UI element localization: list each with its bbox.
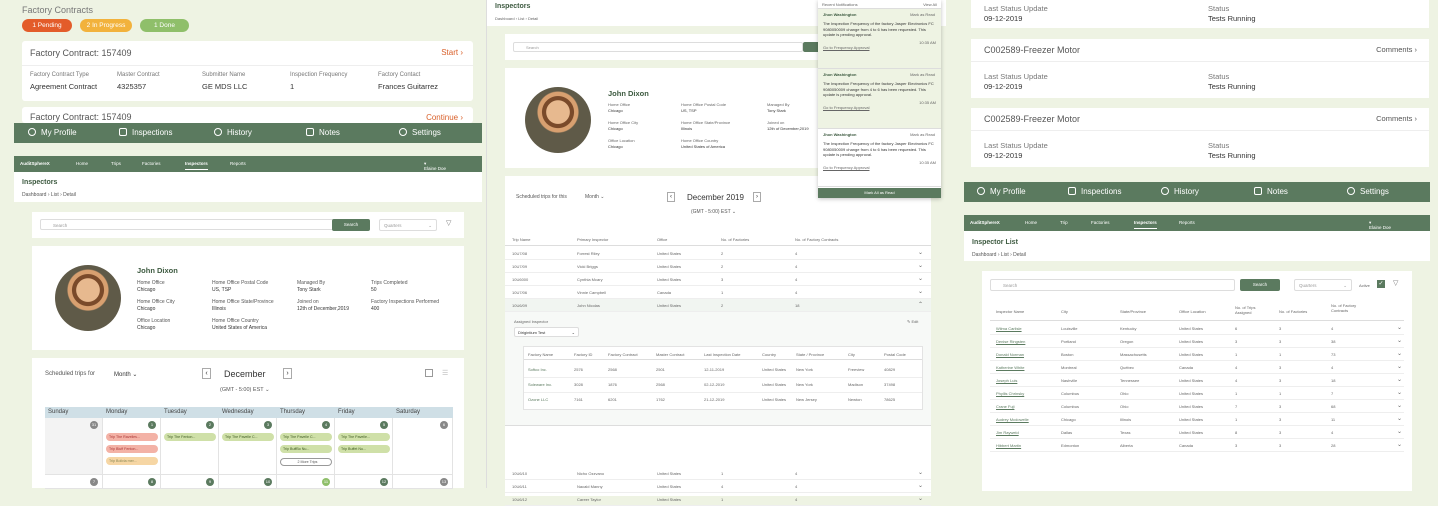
scheduled-label: Scheduled trips for — [45, 371, 96, 377]
bottom-tab-bar — [14, 123, 482, 143]
mark-all-read-button[interactable]: Mark All as Read — [818, 188, 941, 198]
expand-icon[interactable]: ⌄ — [917, 483, 923, 489]
collapse-icon[interactable]: ⌃ — [917, 302, 923, 308]
inspector-detail-page — [14, 172, 482, 488]
table-row[interactable]: 10U7/08 Forrest Riley United States 2 4 ⌄ — [505, 247, 931, 260]
filter-icon[interactable]: ▽ — [1393, 280, 1399, 287]
start-link[interactable]: Start › — [441, 48, 463, 57]
column-header[interactable]: No. of Trips Assigned — [1235, 305, 1256, 315]
inspector-list-page — [964, 231, 1430, 488]
factory-contracts-title: Factory Contracts — [22, 5, 94, 15]
field-value: Chicago — [608, 108, 623, 113]
search-card — [32, 212, 464, 238]
field-label: Trips Completed — [371, 280, 408, 286]
tab-inspections[interactable]: Inspections — [119, 128, 172, 137]
table-row[interactable]: 10U6000 Cynthia Mcary United States 3 4 ⌄ — [505, 273, 931, 286]
document-icon — [1068, 187, 1076, 195]
search-input[interactable]: Search — [40, 219, 350, 230]
next-month-button[interactable]: › — [753, 192, 761, 202]
gear-icon — [399, 128, 407, 136]
view-select[interactable]: Month ⌄ — [585, 194, 605, 200]
column-header[interactable]: Primary Inspector — [577, 237, 609, 242]
field-label: Inspection Frequency — [290, 72, 348, 78]
expand-icon[interactable]: ⌄ — [917, 289, 923, 295]
calendar-day[interactable]: 8 — [103, 475, 161, 489]
trip-pill[interactable]: Trip BuffBo Nu... — [280, 445, 332, 453]
field-value: Illinois — [681, 126, 693, 131]
field-value: Tony Stark — [297, 287, 321, 293]
notes-icon — [1254, 187, 1262, 195]
list-icon[interactable]: ☰ — [442, 370, 449, 377]
inspector-name: John Dixon — [608, 89, 649, 98]
table-row[interactable]: Audrey Mcdowelle Chicago Illinois United States 1 3 11 ⌄ — [990, 413, 1404, 426]
table-row[interactable]: 10U6/10 Nicho Ozzvano United States 1 4 ⌄ — [505, 467, 931, 480]
day-header: Saturday — [393, 407, 453, 418]
in-progress-badge[interactable]: 2 In Progress — [80, 19, 132, 32]
expand-icon[interactable]: ⌄ — [1396, 325, 1402, 331]
breadcrumb: Dashboard › List › Detail — [495, 16, 539, 21]
active-label: Active — [1359, 283, 1370, 288]
calendar-day[interactable]: 11 — [277, 475, 335, 489]
notifications-title: Recent Notifications — [822, 2, 858, 7]
nav-home[interactable]: Home — [76, 161, 89, 166]
column-header[interactable]: City — [1061, 309, 1068, 314]
expanded-detail — [505, 312, 931, 426]
calendar-day[interactable]: 7 — [45, 475, 103, 489]
expand-icon[interactable]: ⌄ — [917, 263, 923, 269]
done-badge[interactable]: 1 Done — [140, 19, 189, 32]
tab-notes[interactable]: Notes — [306, 128, 340, 137]
status-card — [971, 0, 1429, 28]
expand-icon[interactable]: ⌄ — [1396, 364, 1402, 370]
calendar-day[interactable]: 2 Trip The Fenton... — [161, 418, 219, 475]
more-trips-button[interactable]: 2 More Trips — [280, 458, 332, 466]
right-panel — [950, 0, 1438, 488]
history-icon — [1161, 187, 1169, 195]
calendar-card — [32, 358, 464, 488]
field-value: Agreement Contract — [30, 82, 98, 91]
table-row[interactable]: 10U6/12 Career Taylor United States 1 4 ⌄ — [505, 493, 931, 506]
field-label: Office Location — [137, 318, 171, 324]
subtable-row[interactable]: Softco Inc. 2576 2568 2501 12-11-2019 United States New York Freeview 40829 — [524, 363, 922, 378]
field-label: Home Office Country — [681, 138, 719, 143]
factories-subtable: Factory Name Factory ID Factory Contract Master Contract Last Inspection Date Country State / Province City Postal Code Softco Inc. 2576 2568 2501 12-11-2019 United States New York Freeview 40829 Soleware Inc. 3028 1876 2568 02-12-2019 United States New York Madison 37498 Ozone LLC 7161 6201 1762 21-12-2019 United States New Jersey Newton 78625 — [523, 346, 923, 410]
field-value: US, TSP — [681, 108, 697, 113]
table-row[interactable]: Hibbert Martin Edmonton Alberta Canada 3 3 28 ⌄ — [990, 439, 1404, 452]
column-header[interactable]: No. of Factories — [1279, 309, 1308, 314]
field-label: Office Location — [608, 138, 635, 143]
user-menu[interactable]: Elaine Doe ▾ — [1369, 220, 1392, 230]
user-icon — [28, 128, 36, 136]
user-icon — [977, 187, 985, 195]
scheduled-label: Scheduled trips for this — [516, 194, 567, 200]
trip-pill[interactable]: Trip The Pavelle C... — [222, 433, 274, 441]
card-title: C002589-Freezer Motor — [984, 114, 1081, 124]
field-value: 1 — [290, 82, 295, 91]
field-value: Chicago — [608, 144, 623, 149]
calendar-day[interactable]: 9 — [161, 475, 219, 489]
assigned-label: Assigned Inspector — [514, 319, 549, 324]
field-value: 4325357 — [117, 82, 147, 91]
nav-home[interactable]: Home — [1025, 220, 1038, 225]
breadcrumb: Dashboard › List › Detail — [22, 192, 76, 198]
notification-item[interactable]: Jhon Washington Mark as Read The Inspection Frequency of the factory Jasper Electronics FC 9080050009 change from 4 to 6 has been requested. This update is pending approval. 10:35 AM Go to Frequency Approval — [818, 69, 941, 129]
calendar-day[interactable]: 13 — [393, 475, 453, 489]
gear-icon — [1347, 187, 1355, 195]
profile-card — [32, 246, 464, 350]
tab-settings[interactable]: Settings — [1347, 187, 1389, 196]
trip-pill[interactable]: Trip The Ravelles... — [106, 433, 158, 441]
filter-icon[interactable]: ▽ — [446, 220, 452, 227]
logo[interactable]: AuditSphereX — [970, 220, 1000, 225]
field-value: Frances Guitarrez — [378, 82, 439, 91]
left-panel — [0, 0, 482, 488]
calendar-day[interactable]: 31 — [45, 418, 103, 475]
field-label: Managed By — [297, 280, 326, 286]
field-value: Chicago — [137, 306, 156, 312]
calendar-day[interactable]: 4 Trip The Pavelle C... Trip BuffBo Nu... 2 More Trips — [277, 418, 335, 475]
tab-my-profile[interactable]: My Profile — [977, 187, 1026, 196]
month-label: December 2019 — [687, 193, 744, 202]
inspector-name: John Dixon — [137, 266, 178, 275]
month-label: December — [224, 369, 266, 379]
column-header[interactable]: No. of Factories — [721, 237, 750, 242]
expand-icon[interactable]: ⌄ — [1396, 377, 1402, 383]
field-label: Home Office Country — [212, 318, 259, 324]
middle-panel — [486, 0, 946, 502]
expand-icon[interactable]: ⌄ — [1396, 351, 1402, 357]
table-row[interactable]: Denise Ringsten Portland Oregon United States 3 3 38 ⌄ — [990, 335, 1404, 348]
table-row[interactable]: Crane Fuji Columbus Ohio United States 7 3 68 ⌄ — [990, 400, 1404, 413]
table-row[interactable]: Joseph Luis Nashville Tennessee United States 4 3 18 ⌄ — [990, 374, 1404, 387]
frequency-approval-link[interactable]: Go to Frequency Approval — [823, 104, 870, 110]
field-label: Joined on — [767, 120, 785, 125]
timezone-select[interactable]: (GMT - 5:00) EST ⌄ — [220, 387, 270, 393]
status-label: Status — [1208, 4, 1230, 13]
page-title: Inspectors — [22, 179, 58, 186]
logo[interactable]: AuditSphereX — [20, 161, 50, 166]
expand-icon[interactable]: ⌄ — [1396, 338, 1402, 344]
column-header[interactable]: Inspector Name — [996, 309, 1025, 314]
field-label: Home Office — [137, 280, 165, 286]
subtable-row[interactable]: Soleware Inc. 3028 1876 2568 02-12-2019 United States New York Madison 37498 — [524, 378, 922, 393]
history-icon — [214, 128, 222, 136]
calendar-day[interactable]: 10 — [219, 475, 277, 489]
trip-pill[interactable]: Trip Bolivia mer... — [106, 457, 158, 465]
trip-pill[interactable]: Trip Bluff Fenton... — [106, 445, 158, 453]
prev-month-button[interactable]: ‹ — [667, 192, 675, 202]
expand-icon[interactable]: ⌄ — [1396, 403, 1402, 409]
notification-item[interactable]: Jhon Washington Mark as Read The Inspection Frequency of the factory Jasper Electronics FC 9080050009 change from 4 to 6 has been requested. This update is pending approval. 10:35 AM Go to Frequency Approval — [818, 129, 941, 187]
field-value: Illinois — [212, 306, 226, 312]
nav-factories[interactable]: Factories — [142, 161, 161, 166]
next-month-button[interactable]: › — [283, 368, 292, 379]
table-row[interactable]: 10U6/11 Nacald Manny United States 4 4 ⌄ — [505, 480, 931, 493]
mark-read-link[interactable]: Mark as Read — [910, 12, 935, 17]
timezone-select[interactable]: (GMT - 5:00) EST ⌄ — [691, 209, 737, 215]
field-value: 12th of December,2019 — [297, 306, 349, 312]
notification-item[interactable]: Jhon Washington Mark as Read The Inspection Frequency of the factory Jasper Electronics FC 9080050009 change from 4 to 6 has been requested. This update is pending approval. 10:35 AM Go to Frequency Approval — [818, 9, 941, 69]
field-value: GE MDS LLC — [202, 82, 248, 91]
column-header[interactable]: Trip Name — [512, 237, 531, 242]
field-label: Managed By — [767, 102, 790, 107]
trip-pill[interactable]: Trip The Pavelle C... — [280, 433, 332, 441]
last-status-value: 09-12-2019 — [984, 14, 1023, 23]
avatar — [525, 87, 591, 153]
notes-icon — [306, 128, 314, 136]
tab-history[interactable]: History — [214, 128, 252, 137]
column-header[interactable]: No. of Factory Contracts — [795, 237, 839, 242]
factory-contract-card[interactable] — [22, 41, 473, 101]
day-header: Thursday — [277, 407, 335, 418]
mark-read-link[interactable]: Mark as Read — [910, 72, 935, 77]
nav-factories[interactable]: Factories — [1091, 220, 1110, 225]
search-button[interactable]: Search — [332, 219, 370, 231]
day-header: Sunday — [45, 407, 103, 418]
day-header: Friday — [335, 407, 393, 418]
mark-read-link[interactable]: Mark as Read — [910, 132, 935, 137]
profile-card — [505, 68, 835, 168]
nav-inspectors[interactable]: Inspectors — [1134, 220, 1157, 229]
field-label: Home Office — [608, 102, 631, 107]
search-card — [505, 34, 835, 60]
field-label: Submitter Name — [202, 72, 246, 78]
search-input[interactable]: Search — [513, 42, 803, 52]
column-header[interactable]: Office Location — [1179, 309, 1206, 314]
tab-history[interactable]: History — [1161, 187, 1199, 196]
edit-button[interactable]: ✎ Edit — [907, 319, 919, 324]
column-header[interactable]: State/Province — [1120, 309, 1147, 314]
field-label: Home Office State/Province — [681, 120, 731, 125]
comments-link[interactable]: Comments › — [1376, 45, 1417, 54]
breadcrumb: Dashboard › List › Detail — [972, 252, 1026, 258]
tab-notes[interactable]: Notes — [1254, 187, 1288, 196]
expand-icon[interactable]: ⌄ — [917, 276, 923, 282]
column-header[interactable]: No. of Factory Contracts — [1331, 303, 1357, 313]
field-label: Home Office Postal Code — [212, 280, 269, 286]
nav-inspectors[interactable]: Inspectors — [185, 161, 208, 170]
top-nav — [964, 215, 1430, 231]
trip-pill[interactable]: Trip The Pavelle... — [338, 433, 390, 441]
search-input[interactable]: Search — [990, 279, 1235, 291]
contract-title: Factory Contract: 157409 — [30, 48, 132, 58]
document-icon — [119, 128, 127, 136]
day-header: Wednesday — [219, 407, 277, 418]
avatar — [55, 265, 121, 331]
view-all-link[interactable]: View All — [923, 2, 937, 7]
page-title: Inspectors — [495, 3, 531, 10]
field-value: Tony Stark — [767, 108, 786, 113]
tab-settings[interactable]: Settings — [399, 128, 441, 137]
frequency-approval-link[interactable]: Go to Frequency Approval — [823, 44, 870, 50]
field-value: United States of America — [212, 325, 268, 331]
field-label: Home Office State/Province — [212, 299, 274, 305]
calendar-day[interactable]: 6 — [393, 418, 453, 475]
calendar-day[interactable]: 12 — [335, 475, 393, 489]
notifications-dropdown — [818, 0, 941, 198]
table-row[interactable]: Phyllis Chrinsky Columbus Ohio United States 1 1 7 ⌄ — [990, 387, 1404, 400]
expand-icon[interactable]: ⌄ — [1396, 390, 1402, 396]
field-label: Factory Contact — [378, 72, 421, 78]
trip-pill[interactable]: Trip The Fenton... — [164, 433, 216, 441]
table-row[interactable]: Jim Rayweld Dallas Texas United States 8 3 4 ⌄ — [990, 426, 1404, 439]
table-row-expanded[interactable]: 10U6/09 John Nicolas United States 2 18 ⌃ — [505, 299, 931, 312]
search-button[interactable]: Search — [1240, 279, 1280, 291]
trips-card — [505, 176, 931, 502]
field-value: Chicago — [137, 287, 156, 293]
list-card — [982, 271, 1412, 491]
user-menu[interactable]: Elaine Doe ▾ — [424, 161, 447, 171]
assigned-inspector-select[interactable]: Dirigintium Test ⌄ — [514, 327, 579, 337]
continue-link[interactable]: Continue › — [426, 113, 463, 122]
last-status-label: Last Status Update — [984, 4, 1048, 13]
field-label: Factory Inspections Performed — [371, 299, 440, 305]
subtable-row[interactable]: Ozone LLC 7161 6201 1762 21-12-2019 United States New Jersey Newton 78625 — [528, 397, 896, 402]
status-value: Tests Running — [1208, 14, 1256, 23]
expand-icon[interactable]: ⌄ — [1396, 429, 1402, 435]
nav-trips[interactable]: Trips — [111, 161, 121, 166]
nav-reports[interactable]: Reports — [230, 161, 246, 166]
day-header: Tuesday — [161, 407, 219, 418]
expand-icon[interactable]: ⌄ — [917, 470, 923, 476]
card-title: C002589-Freezer Motor — [984, 45, 1081, 55]
field-value: Chicago — [137, 325, 156, 331]
bottom-tab-bar — [964, 182, 1430, 202]
table-row[interactable]: Katherine White Montreal Québec Canada 4 3 4 ⌄ — [990, 361, 1404, 374]
expand-icon[interactable]: ⌄ — [1396, 442, 1402, 448]
field-label: Factory Contract Type — [30, 72, 89, 78]
field-value: 50 — [371, 287, 377, 293]
field-label: Home Office City — [608, 120, 639, 125]
table-row[interactable]: Donald Norman Boston Massachusetts United States 1 1 73 ⌄ — [990, 348, 1404, 361]
active-checkbox[interactable]: ✓ — [1378, 281, 1384, 287]
expand-icon[interactable]: ⌄ — [917, 250, 923, 256]
table-row[interactable]: 10U7/09 Vicki Briggs United States 2 4 ⌄ — [505, 260, 931, 273]
trip-pill[interactable]: Trip Buffet Nu... — [338, 445, 390, 453]
calendar-icon[interactable] — [425, 369, 433, 377]
field-value: Chicago — [608, 126, 623, 131]
column-header[interactable]: Office — [657, 237, 668, 242]
view-select[interactable]: Month ⌄ — [114, 372, 138, 378]
calendar-day[interactable]: 1 Trip The Ravelles... Trip Bluff Fenton... Trip Bolivia mer... — [103, 418, 161, 475]
field-label: Home Office City — [137, 299, 175, 305]
field-label: Master Contract — [117, 72, 160, 78]
nav-reports[interactable]: Reports — [1179, 220, 1195, 225]
nav-trips[interactable]: Trip — [1060, 220, 1068, 225]
field-value: US, TSP — [212, 287, 232, 293]
comments-link[interactable]: Comments › — [1376, 114, 1417, 123]
tab-inspections[interactable]: Inspections — [1068, 187, 1121, 196]
prev-month-button[interactable]: ‹ — [202, 368, 211, 379]
status-card[interactable]: C002589-Freezer Motor Comments › Last Status Update 09-12-2019 Status Tests Running — [971, 108, 1429, 167]
tab-my-profile[interactable]: My Profile — [28, 128, 77, 137]
field-value: 400 — [371, 306, 380, 312]
field-value: United States of America — [681, 144, 726, 149]
pending-badge[interactable]: 1 Pending — [22, 19, 72, 32]
top-nav — [14, 156, 482, 172]
contract-title: Factory Contract: 157409 — [30, 112, 132, 122]
table-row[interactable]: Wilma Carlisle Louisville Kentucky United States 6 3 4 ⌄ — [990, 322, 1404, 335]
expand-icon[interactable]: ⌄ — [1396, 416, 1402, 422]
calendar-day[interactable]: 5 Trip The Pavelle... Trip Buffet Nu... — [335, 418, 393, 475]
field-label: Joined on — [297, 299, 319, 305]
status-card[interactable]: C002589-Freezer Motor Comments › Last Status Update 09-12-2019 Status Tests Running — [971, 39, 1429, 98]
day-header: Monday — [103, 407, 161, 418]
frequency-approval-link[interactable]: Go to Frequency Approval — [823, 164, 870, 170]
expand-icon[interactable]: ⌄ — [917, 496, 923, 502]
page-title: Inspector List — [972, 239, 1018, 246]
quarters-select[interactable]: Quarters ⌄ — [379, 219, 437, 231]
table-row[interactable]: 10U7/06 Vinnie Campbell Canada 1 4 ⌄ — [505, 286, 931, 299]
quarters-select[interactable]: Quarters ⌄ — [1294, 279, 1352, 291]
factory-contract-card-2[interactable] — [22, 107, 473, 123]
field-value: 12th of December,2019 — [767, 126, 809, 131]
calendar-day[interactable]: 3 Trip The Pavelle C... — [219, 418, 277, 475]
field-label: Home Office Postal Code — [681, 102, 727, 107]
calendar-grid — [45, 407, 453, 489]
